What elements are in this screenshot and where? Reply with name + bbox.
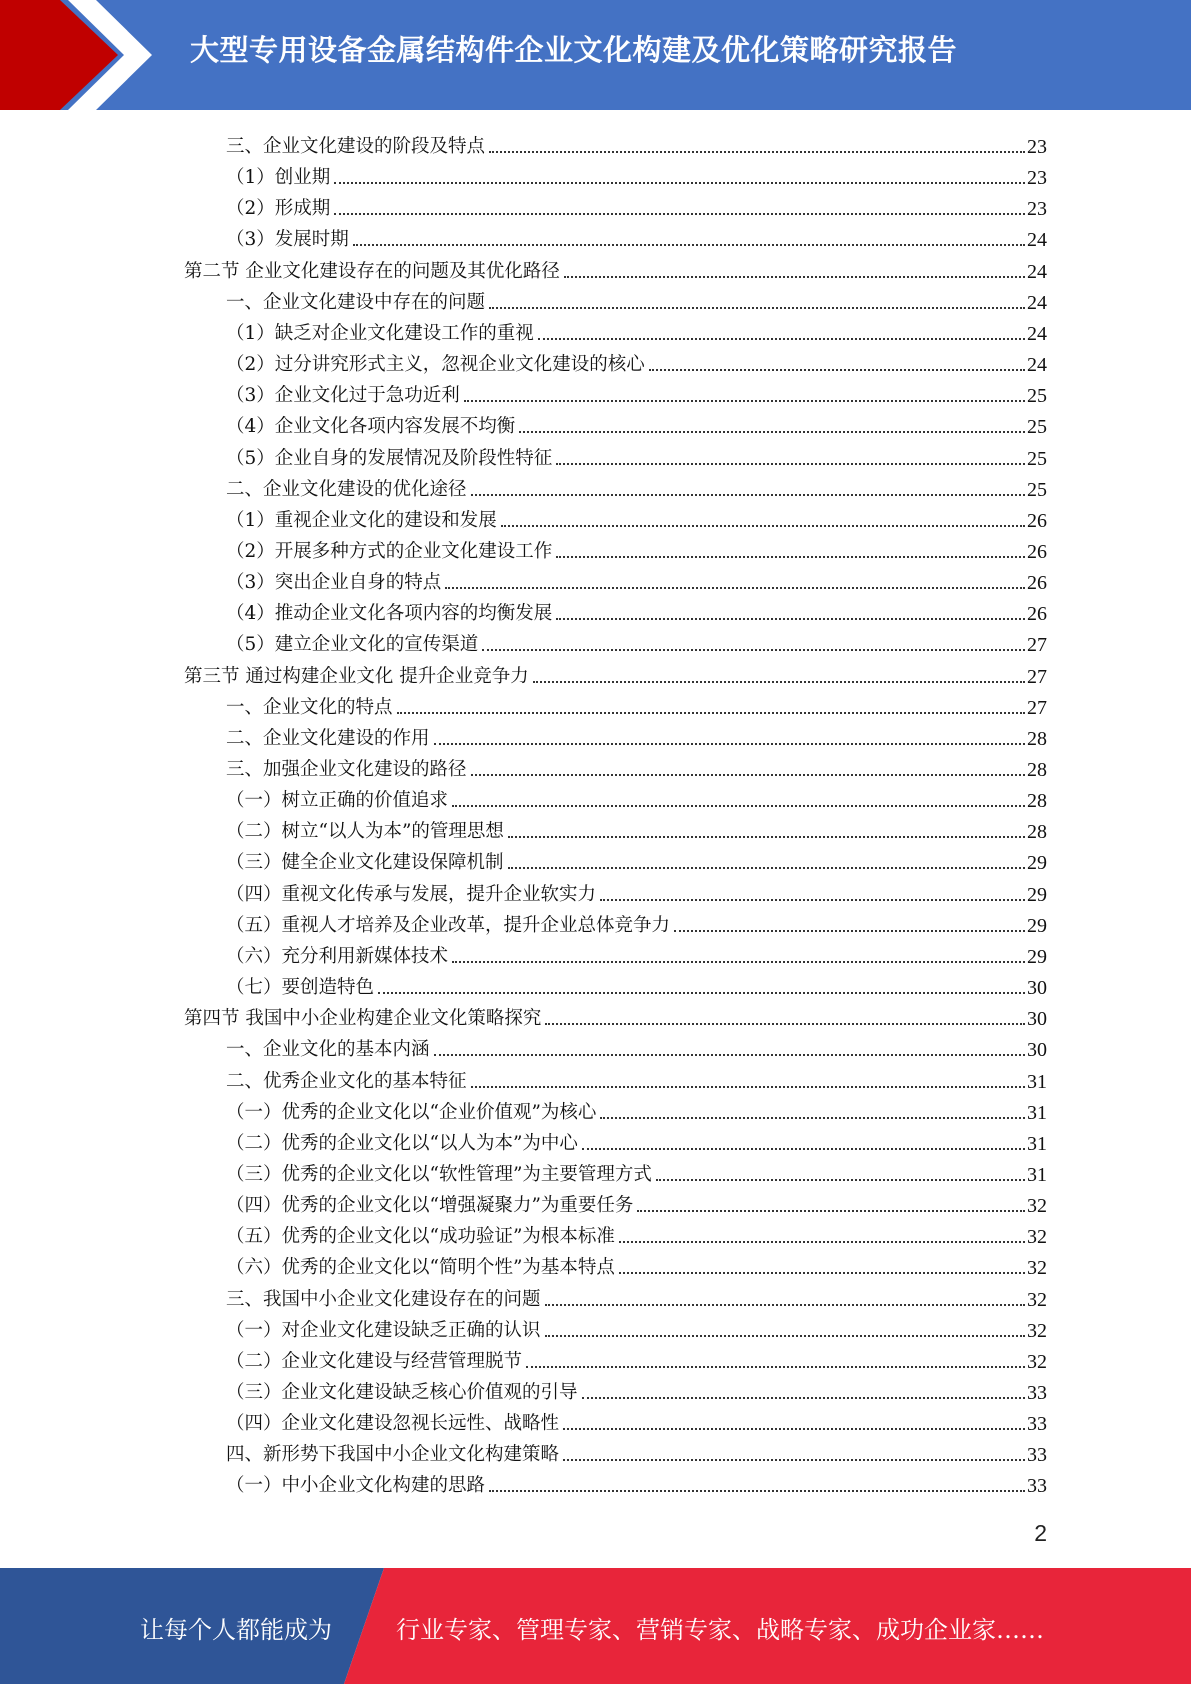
toc-entry-title: 第四节 我国中小企业构建企业文化策略探究 xyxy=(184,1008,542,1030)
report-title: 大型专用设备金属结构件企业文化构建及优化策略研究报告 xyxy=(190,33,958,67)
toc-entry-page: 28 xyxy=(1027,759,1047,781)
dot-leader xyxy=(674,930,1025,932)
toc-entry-title: （2）过分讲究形式主义，忽视企业文化建设的核心 xyxy=(226,354,645,376)
toc-entry[interactable] xyxy=(226,501,1047,532)
toc-entry[interactable] xyxy=(226,1124,1047,1155)
toc-entry-page: 26 xyxy=(1027,540,1047,563)
dot-leader xyxy=(563,1428,1025,1430)
toc-entry-page: 31 xyxy=(1027,1101,1047,1124)
dot-leader xyxy=(582,1397,1025,1399)
toc-entry-page: 26 xyxy=(1027,572,1047,595)
toc-entry-page: 32 xyxy=(1027,1226,1047,1249)
toc-entry-page: 33 xyxy=(1027,1413,1047,1436)
toc-entry-title: （一）优秀的企业文化以“企业价值观”为核心 xyxy=(226,1101,597,1123)
toc-entry-page: 25 xyxy=(1027,385,1047,408)
toc-entry-title: （六）充分利用新媒体技术 xyxy=(226,945,449,967)
toc-entry[interactable] xyxy=(226,345,1047,376)
dot-leader xyxy=(600,899,1025,901)
dot-leader xyxy=(434,1054,1025,1056)
dot-leader xyxy=(533,681,1025,683)
dot-leader xyxy=(508,867,1025,869)
toc-entry[interactable] xyxy=(226,906,1047,937)
dot-leader xyxy=(452,805,1025,807)
toc-entry-title: 三、加强企业文化建设的路径 xyxy=(226,759,467,780)
dot-leader xyxy=(600,1117,1025,1119)
footer-slogan-right: 行业专家、管理专家、营销专家、战略专家、成功企业家…… xyxy=(396,1616,1044,1644)
toc-entry[interactable] xyxy=(226,563,1047,594)
header-banner xyxy=(0,0,1191,110)
toc-entry-title: （六）优秀的企业文化以“简明个性”为基本特点 xyxy=(226,1257,615,1279)
dot-leader xyxy=(452,961,1025,963)
dot-leader xyxy=(556,463,1025,465)
toc-entry-title: （一）对企业文化建设缺乏正确的认识 xyxy=(226,1319,541,1341)
toc-entry[interactable] xyxy=(226,470,1047,501)
page-number: 2 xyxy=(1034,1520,1047,1546)
toc-entry-title: 一、企业文化建设中存在的问题 xyxy=(226,291,486,313)
dot-leader xyxy=(489,1490,1025,1492)
toc-entry-title: （七）要创造特色 xyxy=(226,977,375,999)
dot-leader xyxy=(649,369,1025,371)
dot-leader xyxy=(526,1366,1025,1368)
dot-leader xyxy=(556,556,1025,558)
toc-entry-page: 29 xyxy=(1027,914,1047,937)
toc-entry-title: （三）企业文化建设缺乏核心价值观的引导 xyxy=(226,1382,578,1403)
toc-entry[interactable] xyxy=(226,1373,1047,1404)
toc-entry-title: 一、企业文化的基本内涵 xyxy=(226,1039,430,1061)
header-arrow-decoration xyxy=(0,0,160,110)
toc-entry-page: 29 xyxy=(1027,945,1047,968)
toc-entry[interactable] xyxy=(226,1062,1047,1093)
toc-entry[interactable] xyxy=(226,625,1047,656)
dot-leader xyxy=(334,213,1025,215)
toc-entry[interactable] xyxy=(226,781,1047,812)
toc-entry-page: 24 xyxy=(1027,322,1047,345)
dot-leader xyxy=(545,1335,1025,1337)
toc-entry-title: 第二节 企业文化建设存在的问题及其优化路径 xyxy=(184,260,560,282)
toc-entry-page: 24 xyxy=(1027,354,1047,377)
toc-entry-page: 33 xyxy=(1027,1475,1047,1498)
toc-entry[interactable] xyxy=(184,657,1047,688)
toc-entry-title: （三）健全企业文化建设保障机制 xyxy=(226,852,504,874)
toc-entry[interactable] xyxy=(226,283,1047,314)
toc-entry[interactable] xyxy=(226,1435,1047,1466)
toc-entry[interactable] xyxy=(226,1280,1047,1311)
dot-leader xyxy=(619,1272,1025,1274)
toc-entry-title: （一）中小企业文化构建的思路 xyxy=(226,1475,486,1497)
toc-entry-title: （四）企业文化建设忽视长远性、战略性 xyxy=(226,1413,560,1435)
toc-entry-page: 23 xyxy=(1027,136,1047,158)
toc-entry[interactable] xyxy=(184,252,1047,283)
toc-entry-title: （3）发展时期 xyxy=(226,229,349,251)
toc-entry[interactable] xyxy=(226,875,1047,906)
toc-entry[interactable] xyxy=(226,532,1047,563)
toc-entry-page: 25 xyxy=(1027,416,1047,439)
toc-entry[interactable] xyxy=(226,719,1047,750)
toc-entry-title: 一、企业文化的特点 xyxy=(226,696,393,718)
toc-entry-title: 第三节 通过构建企业文化 提升企业竞争力 xyxy=(184,665,529,687)
toc-entry[interactable] xyxy=(226,1342,1047,1373)
toc-entry[interactable] xyxy=(226,220,1047,251)
toc-entry-title: （4）企业文化各项内容发展不均衡 xyxy=(226,416,516,438)
toc-entry[interactable] xyxy=(226,594,1047,625)
toc-entry-title: 二、企业文化建设的作用 xyxy=(226,727,430,749)
dot-leader xyxy=(545,1023,1025,1025)
toc-entry[interactable] xyxy=(226,1093,1047,1124)
toc-entry-page: 28 xyxy=(1027,727,1047,750)
toc-entry-page: 32 xyxy=(1027,1257,1047,1280)
toc-entry-page: 32 xyxy=(1027,1319,1047,1342)
dot-leader xyxy=(564,276,1025,278)
toc-entry-page: 32 xyxy=(1027,1350,1047,1373)
toc-entry[interactable] xyxy=(226,1217,1047,1248)
toc-entry-title: （二）树立“以人为本”的管理思想 xyxy=(226,821,504,843)
dot-leader xyxy=(489,307,1025,309)
dot-leader xyxy=(637,1210,1025,1212)
toc-entry-title: （五）重视人才培养及企业改革，提升企业总体竞争力 xyxy=(226,914,671,936)
toc-entry-title: （三）优秀的企业文化以“软性管理”为主要管理方式 xyxy=(226,1163,652,1185)
toc-entry-title: （2）形成期 xyxy=(226,198,331,220)
toc-entry-title: （一）树立正确的价值追求 xyxy=(226,790,449,812)
toc-entry-page: 28 xyxy=(1027,821,1047,844)
dot-leader xyxy=(656,1179,1025,1181)
toc-entry-page: 25 xyxy=(1027,478,1047,501)
toc-entry-title: 三、企业文化建设的阶段及特点 xyxy=(226,136,486,157)
toc-entry[interactable] xyxy=(226,968,1047,999)
toc-entry-title: （5）企业自身的发展情况及阶段性特征 xyxy=(226,447,553,469)
toc-entry[interactable] xyxy=(226,1248,1047,1279)
toc-entry-page: 26 xyxy=(1027,603,1047,626)
dot-leader xyxy=(489,151,1025,153)
dot-leader xyxy=(464,400,1025,402)
dot-leader xyxy=(471,774,1025,776)
toc-entry-page: 29 xyxy=(1027,883,1047,906)
toc-entry[interactable] xyxy=(226,1466,1047,1497)
toc-entry-page: 30 xyxy=(1027,977,1047,1000)
dot-leader xyxy=(353,244,1025,246)
toc-entry-page: 28 xyxy=(1027,790,1047,813)
toc-entry-page: 27 xyxy=(1027,634,1047,657)
toc-entry[interactable] xyxy=(226,376,1047,407)
footer-slogan-left: 让每个人都能成为 xyxy=(140,1616,332,1644)
dot-leader xyxy=(378,992,1025,994)
toc-entry-page: 33 xyxy=(1027,1444,1047,1467)
toc-entry[interactable] xyxy=(226,189,1047,220)
toc-entry-page: 30 xyxy=(1027,1039,1047,1062)
toc-entry-title: （4）推动企业文化各项内容的均衡发展 xyxy=(226,603,553,625)
toc-entry-title: 二、优秀企业文化的基本特征 xyxy=(226,1070,467,1092)
toc-entry-title: （1）重视企业文化的建设和发展 xyxy=(226,509,497,531)
dot-leader xyxy=(508,836,1025,838)
toc-entry-page: 31 xyxy=(1027,1132,1047,1155)
toc-entry[interactable] xyxy=(226,1404,1047,1435)
dot-leader xyxy=(619,1241,1025,1243)
toc-entry[interactable] xyxy=(226,1155,1047,1186)
toc-entry-page: 33 xyxy=(1027,1382,1047,1404)
dot-leader xyxy=(434,743,1025,745)
toc-entry-page: 27 xyxy=(1027,665,1047,688)
toc-entry[interactable] xyxy=(226,127,1047,158)
toc-entry[interactable] xyxy=(184,999,1047,1030)
toc-entry-title: 二、企业文化建设的优化途径 xyxy=(226,478,467,500)
toc-entry[interactable] xyxy=(226,937,1047,968)
dot-leader xyxy=(545,1304,1025,1306)
toc-entry-page: 31 xyxy=(1027,1163,1047,1186)
toc-entry-title: （二）优秀的企业文化以“以人为本”为中心 xyxy=(226,1132,578,1154)
toc-entry[interactable] xyxy=(226,750,1047,781)
footer-banner xyxy=(0,1568,1191,1684)
toc-entry[interactable] xyxy=(226,843,1047,874)
dot-leader xyxy=(501,525,1025,527)
dot-leader xyxy=(334,182,1025,184)
toc-entry-page: 24 xyxy=(1027,229,1047,252)
toc-entry-title: （1）创业期 xyxy=(226,167,331,189)
toc-entry-title: （3）突出企业自身的特点 xyxy=(226,572,442,594)
toc-entry-page: 23 xyxy=(1027,167,1047,190)
toc-entry-page: 29 xyxy=(1027,852,1047,875)
toc-entry[interactable] xyxy=(226,1186,1047,1217)
toc-entry[interactable] xyxy=(226,688,1047,719)
toc-entry[interactable] xyxy=(226,1030,1047,1061)
toc-entry[interactable] xyxy=(226,812,1047,843)
toc-entry-title: （四）重视文化传承与发展，提升企业软实力 xyxy=(226,883,597,905)
toc-entry[interactable] xyxy=(226,1311,1047,1342)
toc-entry-title: 四、新形势下我国中小企业文化构建策略 xyxy=(226,1444,560,1466)
toc-entry-title: （5）建立企业文化的宣传渠道 xyxy=(226,634,479,656)
toc-entry[interactable] xyxy=(226,439,1047,470)
toc-entry-page: 24 xyxy=(1027,291,1047,314)
toc-entry-title: （2）开展多种方式的企业文化建设工作 xyxy=(226,540,553,562)
toc-entry[interactable] xyxy=(226,407,1047,438)
toc-entry-page: 30 xyxy=(1027,1008,1047,1031)
toc-entry-page: 31 xyxy=(1027,1070,1047,1093)
toc-entry-page: 32 xyxy=(1027,1288,1047,1311)
dot-leader xyxy=(471,1086,1025,1088)
dot-leader xyxy=(519,431,1025,433)
toc-entry-title: （四）优秀的企业文化以“增强凝聚力”为重要任务 xyxy=(226,1195,634,1217)
dot-leader xyxy=(397,712,1025,714)
toc-entry[interactable] xyxy=(226,314,1047,345)
toc-entry-page: 24 xyxy=(1027,260,1047,283)
dot-leader xyxy=(538,338,1025,340)
toc-entry-page: 25 xyxy=(1027,447,1047,470)
toc-entry-page: 32 xyxy=(1027,1195,1047,1218)
toc-entry-page: 26 xyxy=(1027,509,1047,532)
toc-entry-title: （3）企业文化过于急功近利 xyxy=(226,385,460,407)
dot-leader xyxy=(482,649,1025,651)
toc-entry-title: （1）缺乏对企业文化建设工作的重视 xyxy=(226,322,534,344)
dot-leader xyxy=(445,587,1025,589)
toc-entry-title: 三、我国中小企业文化建设存在的问题 xyxy=(226,1288,541,1310)
toc-entry-title: （二）企业文化建设与经营管理脱节 xyxy=(226,1350,523,1372)
dot-leader xyxy=(582,1148,1025,1150)
dot-leader xyxy=(563,1459,1025,1461)
dot-leader xyxy=(556,618,1025,620)
dot-leader xyxy=(471,494,1025,496)
toc-entry-page: 23 xyxy=(1027,198,1047,221)
toc-entry[interactable] xyxy=(226,158,1047,189)
toc-entry-page: 27 xyxy=(1027,696,1047,719)
toc-entry-title: （五）优秀的企业文化以“成功验证”为根本标准 xyxy=(226,1226,615,1248)
